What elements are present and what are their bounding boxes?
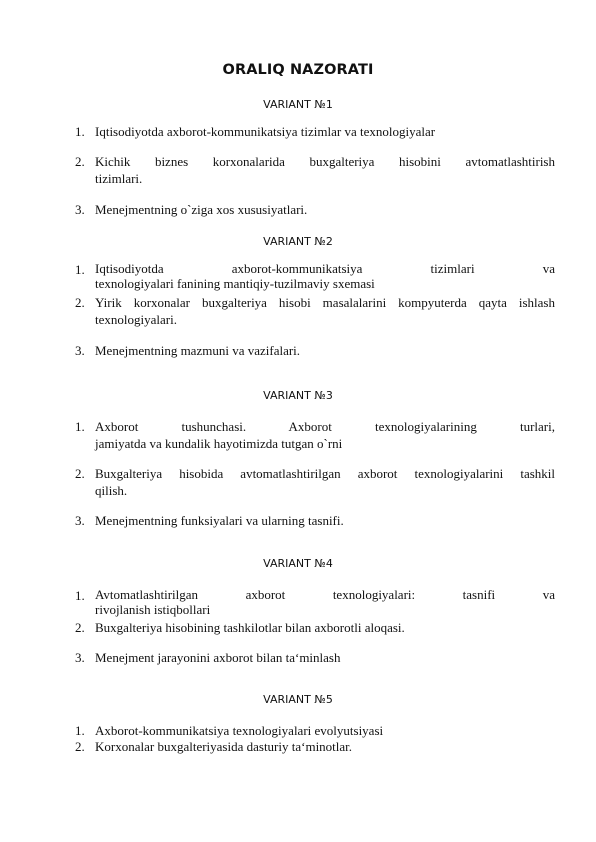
variant-3-item-2 [75,465,555,499]
item-number: 2. [75,154,85,169]
item-text-line-1: Buxgalteriya hisobida avtomatlashtirilgan axborot texnologiyalarini tashkil [95,466,555,481]
item-text-line-1: Kichik biznes korxonalarida buxgalteriya hisobini avtomatlashtirish [95,154,555,169]
item-text: Menejmentning funksiyalari va ularning tasnifi. [95,513,344,528]
item-number: 1. [75,262,85,277]
item-number: 2. [75,295,85,310]
variant-5-heading: VARIANT №5 [263,693,333,706]
variant-4-item-2 [75,619,555,636]
item-number: 2. [75,466,85,481]
variant-4-heading: VARIANT №4 [263,557,333,570]
variant-3-item-1 [75,418,555,452]
variant-1-item-2 [75,153,555,187]
variant-1-item-3 [75,201,555,218]
variant-5-item-1 [75,722,555,739]
item-text: Korxonalar buxgalteriyasida dasturiy ta‘minotlar. [95,739,353,754]
item-number: 3. [75,650,85,665]
item-number: 3. [75,202,85,217]
item-text: Menejmentning o`ziga xos xususiyatlari. [95,202,308,217]
variant-4-item-1 [75,587,555,617]
variant-3-item-3 [75,512,555,529]
item-text: Iqtisodiyotda axborot-kommunikatsiya tizimlar va texnologiyalar [95,124,436,139]
item-text-line-2: qilish. [95,483,128,498]
item-text-line-2: jamiyatda va kundalik hayotimizda tutgan o`rni [95,436,343,451]
variant-2-heading: VARIANT №2 [263,235,333,248]
document-title: ORALIQ NAZORATI [222,62,374,78]
item-text-line-2: texnologiyalari. [95,312,177,327]
variant-2-item-3 [75,342,555,359]
item-text: Buxgalteriya hisobining tashkilotlar bilan axborotli aloqasi. [95,620,405,635]
item-number: 2. [75,739,85,754]
item-text-line-1: Iqtisodiyotda axborot-kommunikatsiya tizimlari va [95,261,555,276]
item-number: 1. [75,723,85,738]
variant-4-item-3 [75,649,555,666]
variant-2-item-2 [75,294,555,328]
item-number: 2. [75,620,85,635]
item-number: 3. [75,513,85,528]
item-text-line-1: Axborot tushunchasi. Axborot texnologiyalarining turlari, [95,419,555,434]
item-text: Menejmentning mazmuni va vazifalari. [95,343,301,358]
item-text-line-2: rivojlanish istiqbollari [95,602,211,617]
variant-5-item-2 [75,738,555,755]
item-number: 1. [75,588,85,603]
item-text-line-2: tizimlari. [95,171,143,186]
item-text-line-1: Yirik korxonalar buxgalteriya hisobi masalalarini kompyuterda qayta ishlash [95,295,555,310]
variant-1-heading: VARIANT №1 [263,98,333,111]
variant-2-item-1 [75,261,555,291]
item-text-line-2: texnologiyalari fanining mantiqiy-tuzilmaviy sxemasi [95,276,375,291]
item-text: Axborot-kommunikatsiya texnologiyalari evolyutsiyasi [95,723,384,738]
variant-3-heading: VARIANT №3 [263,389,333,402]
item-number: 3. [75,343,85,358]
item-number: 1. [75,124,85,139]
item-number: 1. [75,419,85,434]
variant-1-item-1 [75,123,555,140]
item-text: Menejment jarayonini axborot bilan ta‘minlash [95,650,341,665]
item-text-line-1: Avtomatlashtirilgan axborot texnologiyalari: tasnifi va [95,587,555,602]
